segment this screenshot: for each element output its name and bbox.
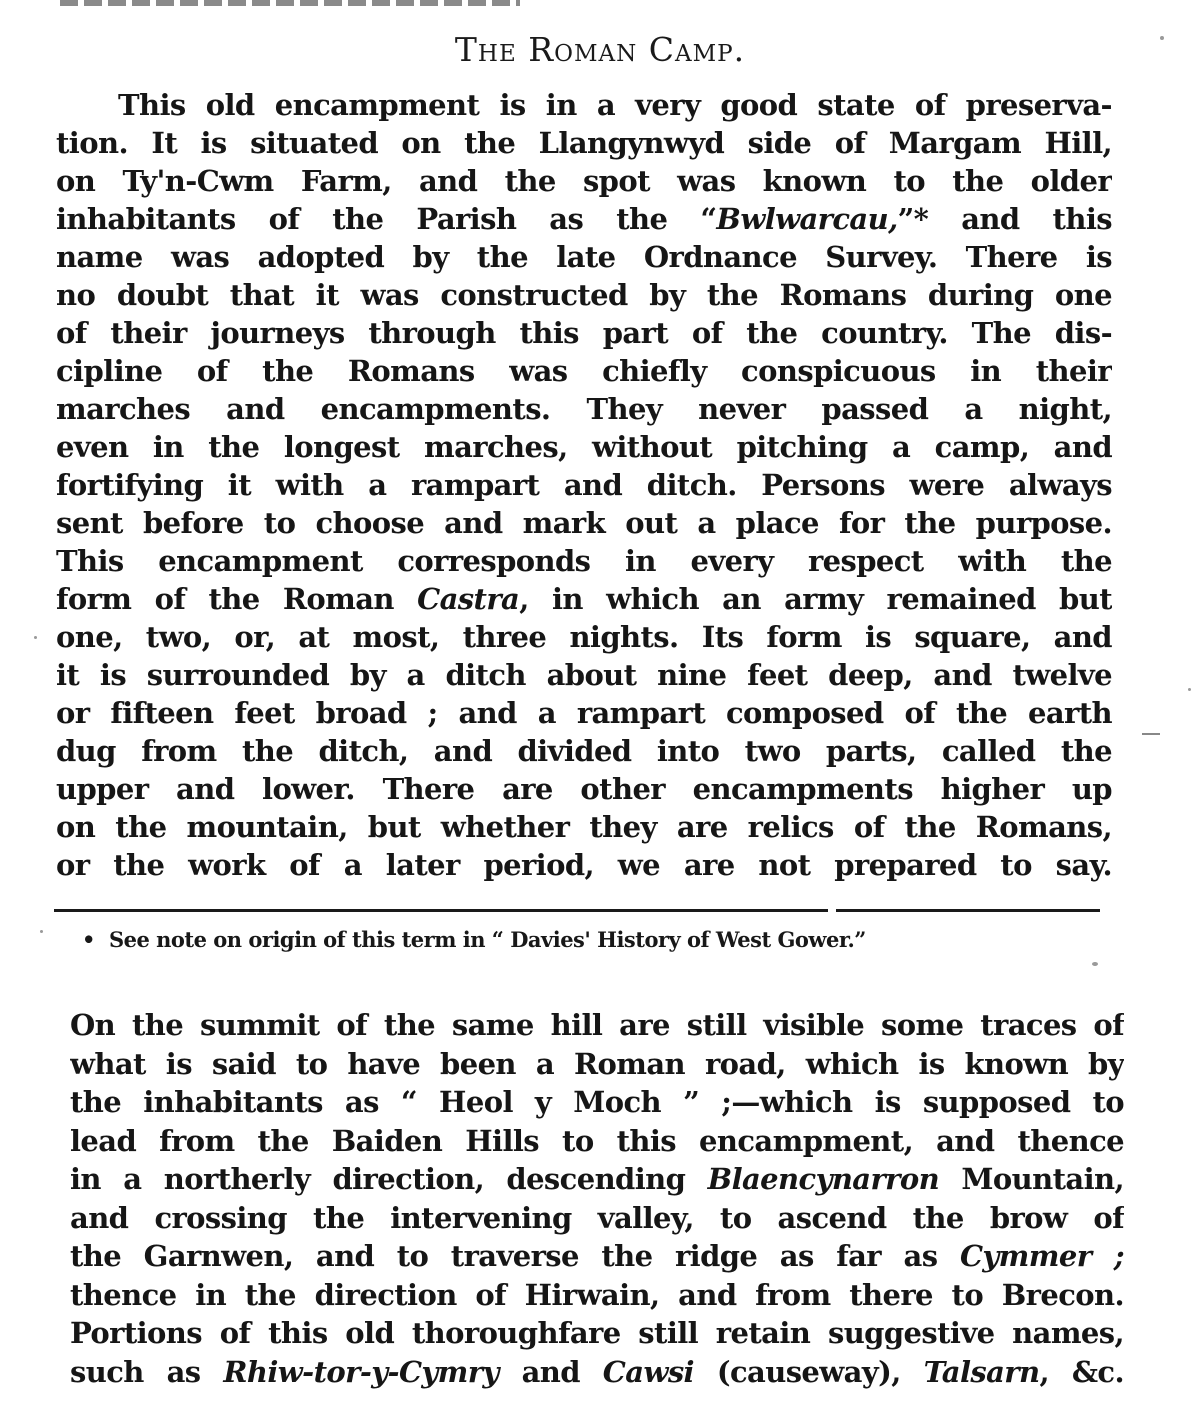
text-line: of their journeys through this part of the country. The dis-: [56, 316, 1112, 350]
section-heading: The Roman Camp.: [454, 30, 746, 69]
scan-speck: [34, 636, 37, 639]
text-line: thence in the direction of Hirwain, and from there to Brecon.: [70, 1277, 1124, 1312]
text-line: This encampment corresponds in every respect with the: [56, 544, 1112, 578]
rule-break: [828, 908, 836, 914]
scan-speck: [1188, 688, 1191, 691]
text-line: and crossing the intervening valley, to ascend the brow of: [70, 1200, 1124, 1235]
scan-speck: [1160, 36, 1164, 40]
text-line: on the mountain, but whether they are relics of the Romans,: [56, 810, 1112, 844]
text-line: it is surrounded by a ditch about nine feet deep, and twelve: [56, 658, 1112, 692]
footnote-text: See note on origin of this term in “ Davies' History of West Gower.”: [108, 927, 866, 952]
text-line: form of the Roman Castra, in which an army remained but: [56, 582, 1112, 616]
text-line: on Ty'n-Cwm Farm, and the spot was known to the older: [56, 164, 1112, 198]
text-line: name was adopted by the late Ordnance Survey. There is: [56, 240, 1112, 274]
footnote: [82, 924, 1102, 956]
cropped-previous-line: [60, 0, 520, 6]
footnote-rule: [54, 909, 1100, 912]
text-line: On the summit of the same hill are still visible some traces of: [70, 1008, 1124, 1042]
text-line: lead from the Baiden Hills to this encampment, and thence: [70, 1123, 1124, 1158]
text-line: marches and encampments. They never passed a night,: [56, 392, 1112, 426]
text-line: Portions of this old thoroughfare still retain suggestive names,: [70, 1316, 1124, 1350]
text-line: cipline of the Romans was chiefly conspicuous in their: [56, 354, 1112, 388]
text-line: dug from the ditch, and divided into two parts, called the: [56, 734, 1112, 768]
text-line: such as Rhiw-tor-y-Cymry and Cawsi (causeway), Talsarn, &c.: [70, 1354, 1124, 1389]
text-line: This old encampment is in a very good state of preserva-: [118, 88, 1112, 122]
text-line: in a northerly direction, descending Blaencynarron Mountain,: [70, 1162, 1124, 1196]
text-line: inhabitants of the Parish as the “Bwlwarcau,”* and this: [56, 202, 1112, 236]
text-line: fortifying it with a rampart and ditch. Persons were always: [56, 468, 1112, 502]
paragraph-roman-camp: [56, 86, 1112, 884]
text-line: or fifteen feet broad ; and a rampart composed of the earth: [56, 696, 1112, 730]
text-line: upper and lower. There are other encampments higher up: [56, 772, 1112, 806]
text-line: tion. It is situated on the Llangynwyd side of Margam Hill,: [56, 126, 1112, 160]
text-line: sent before to choose and mark out a place for the purpose.: [56, 506, 1112, 540]
text-line: what is said to have been a Roman road, which is known by: [70, 1046, 1124, 1081]
text-line: no doubt that it was constructed by the Romans during one: [56, 278, 1112, 312]
scan-speck: [1092, 962, 1098, 966]
paragraph-roman-road: [70, 1006, 1124, 1391]
text-line: one, two, or, at most, three nights. Its form is square, and: [56, 620, 1112, 654]
scan-speck: [40, 930, 43, 933]
text-line: the Garnwen, and to traverse the ridge as far as Cymmer ;: [70, 1239, 1124, 1273]
footnote-marker: •: [82, 927, 95, 952]
text-line: even in the longest marches, without pitching a camp, and: [56, 430, 1112, 464]
scan-mark: [1142, 733, 1160, 735]
text-line: or the work of a later period, we are not prepared to say.: [56, 848, 1112, 882]
text-line: the inhabitants as “ Heol y Moch ” ;—which is supposed to: [70, 1085, 1124, 1119]
